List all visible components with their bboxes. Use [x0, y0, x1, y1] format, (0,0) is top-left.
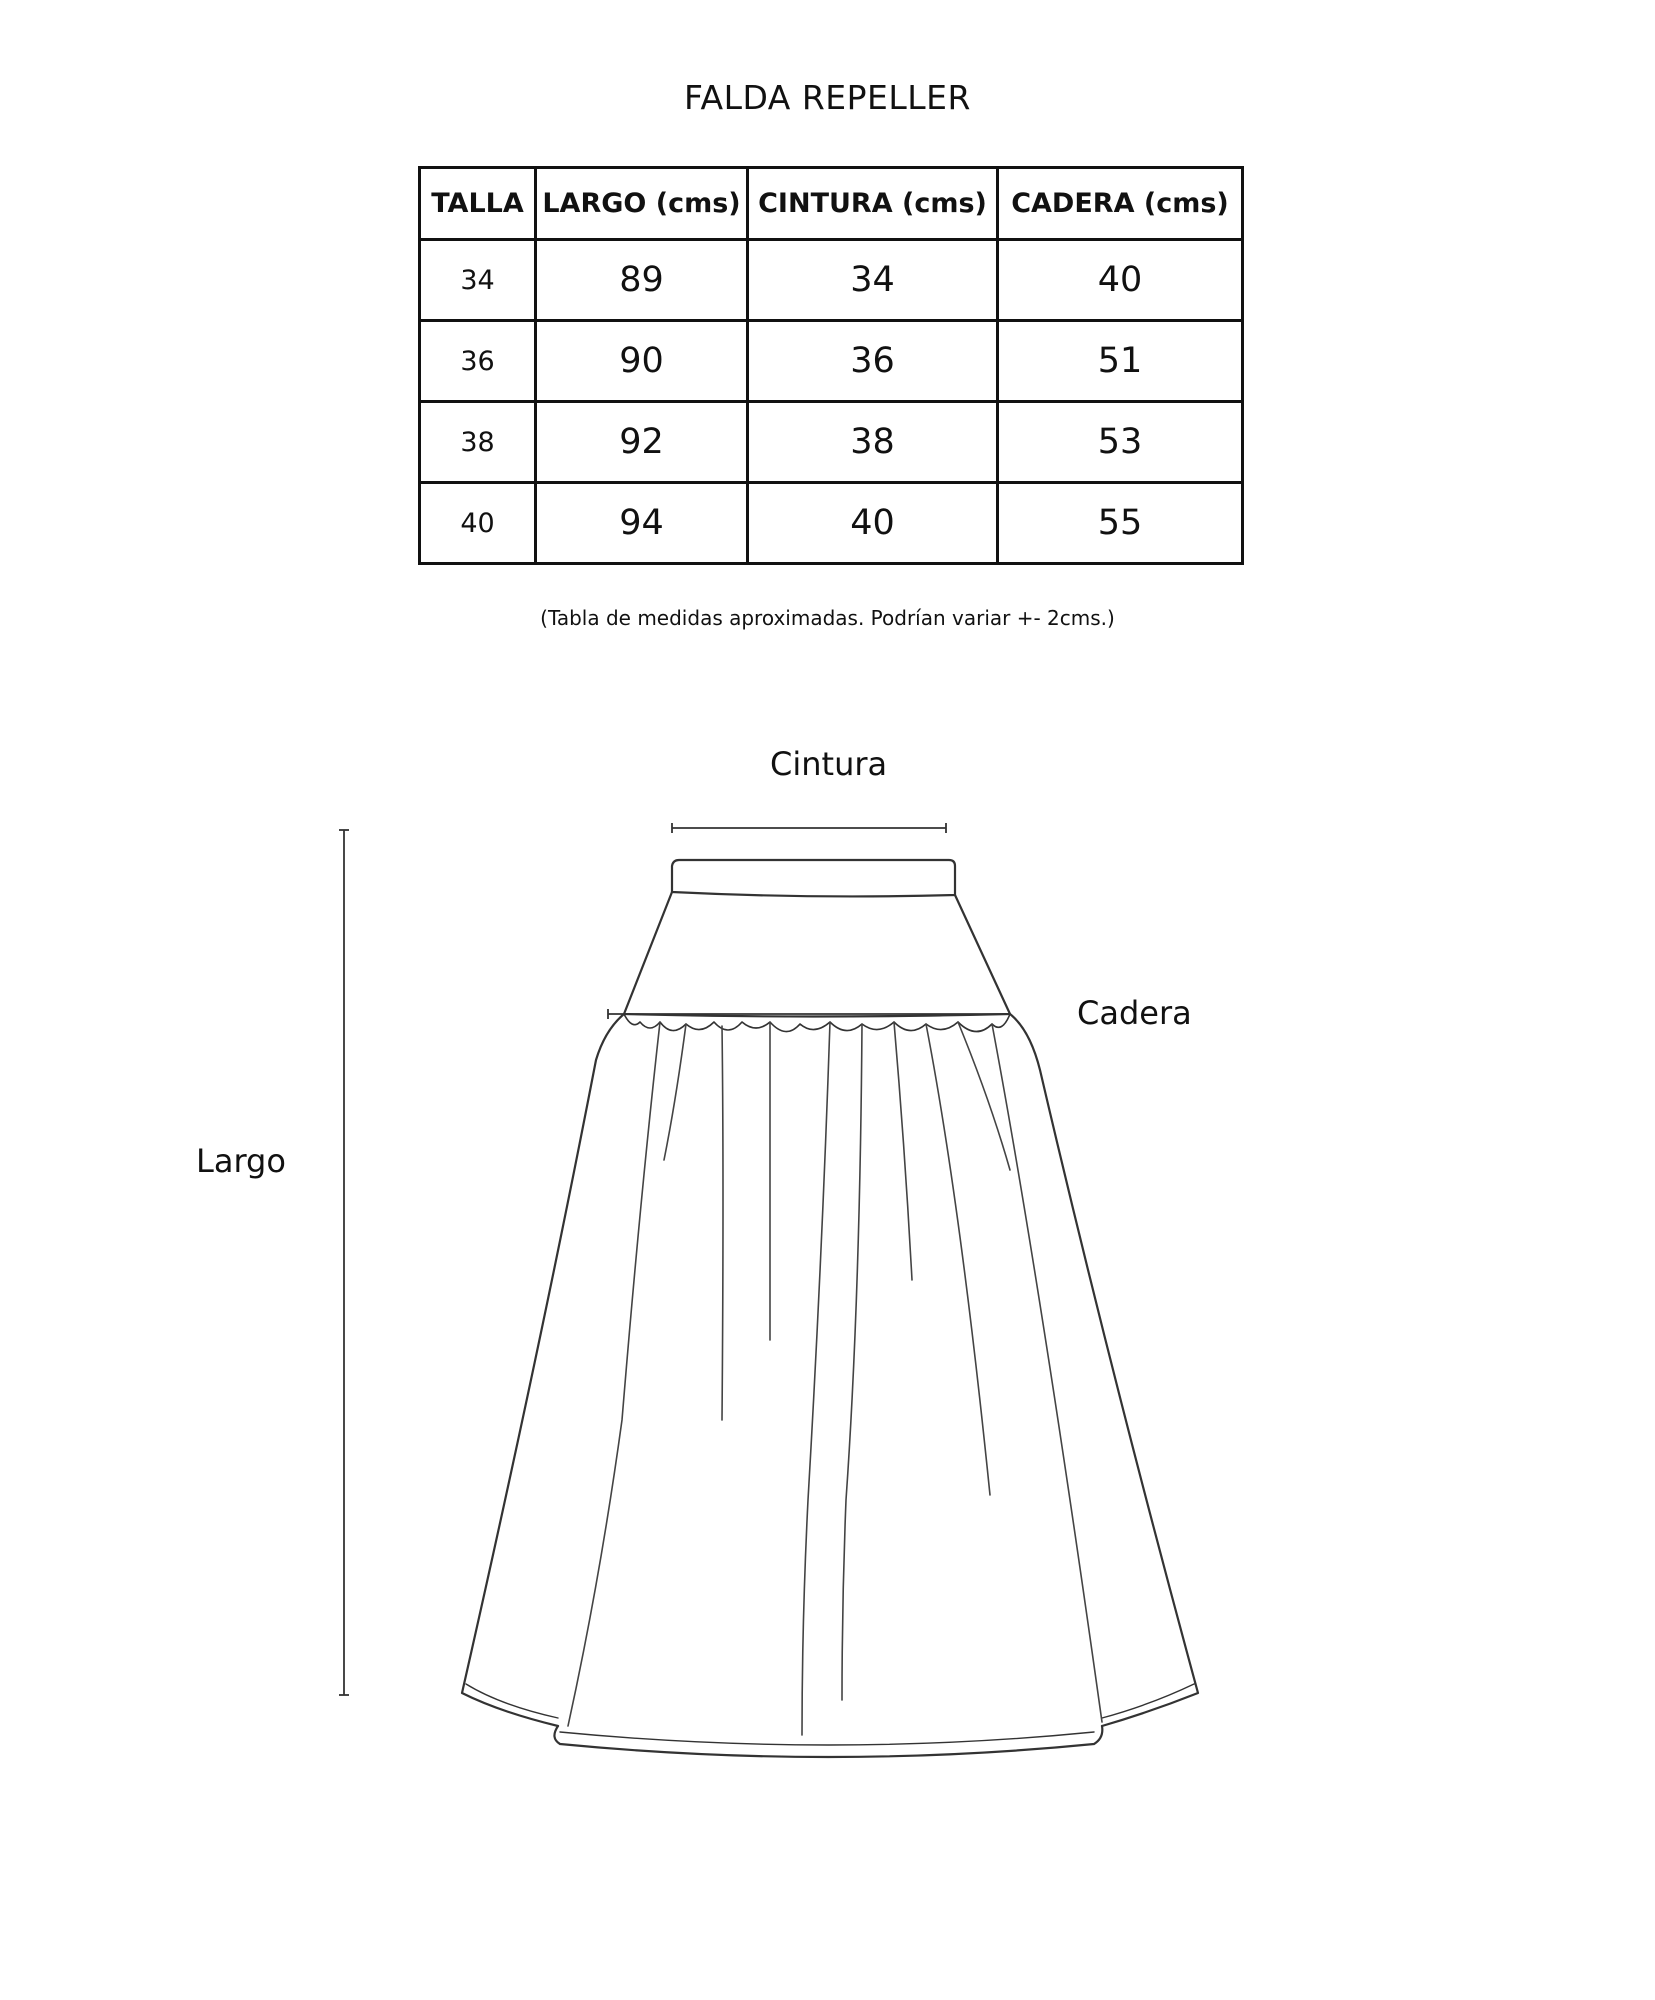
- cadera-cell: 53: [998, 402, 1243, 483]
- page-title: FALDA REPELLER: [684, 78, 971, 117]
- cintura-cell: 40: [748, 483, 998, 564]
- size-cell: 40: [420, 483, 536, 564]
- largo-cell: 90: [536, 321, 748, 402]
- table-row: [420, 321, 1243, 402]
- size-table-header-row: [420, 168, 1243, 240]
- largo-cell: 92: [536, 402, 748, 483]
- length-label: Largo: [196, 1142, 286, 1180]
- waist-label: Cintura: [770, 745, 888, 783]
- header-talla: TALLA: [420, 168, 536, 240]
- size-table: [418, 166, 1244, 565]
- measurement-note: (Tabla de medidas aproximadas. Podrían variar +- 2cms.): [540, 606, 1115, 630]
- size-cell: 36: [420, 321, 536, 402]
- cintura-cell: 36: [748, 321, 998, 402]
- skirt-diagram: [0, 700, 1655, 1820]
- cintura-cell: 34: [748, 240, 998, 321]
- measurement-lines: [339, 823, 1010, 1695]
- cadera-cell: 55: [998, 483, 1243, 564]
- size-cell: 38: [420, 402, 536, 483]
- table-row: [420, 483, 1243, 564]
- size-cell: 34: [420, 240, 536, 321]
- table-row: [420, 240, 1243, 321]
- table-row: [420, 402, 1243, 483]
- cadera-cell: 51: [998, 321, 1243, 402]
- header-cintura: CINTURA (cms): [748, 168, 998, 240]
- header-cadera: CADERA (cms): [998, 168, 1243, 240]
- skirt-folds: [568, 1022, 1102, 1735]
- largo-cell: 89: [536, 240, 748, 321]
- cintura-cell: 38: [748, 402, 998, 483]
- cadera-cell: 40: [998, 240, 1243, 321]
- header-largo: LARGO (cms): [536, 168, 748, 240]
- largo-cell: 94: [536, 483, 748, 564]
- hip-label: Cadera: [1077, 994, 1192, 1032]
